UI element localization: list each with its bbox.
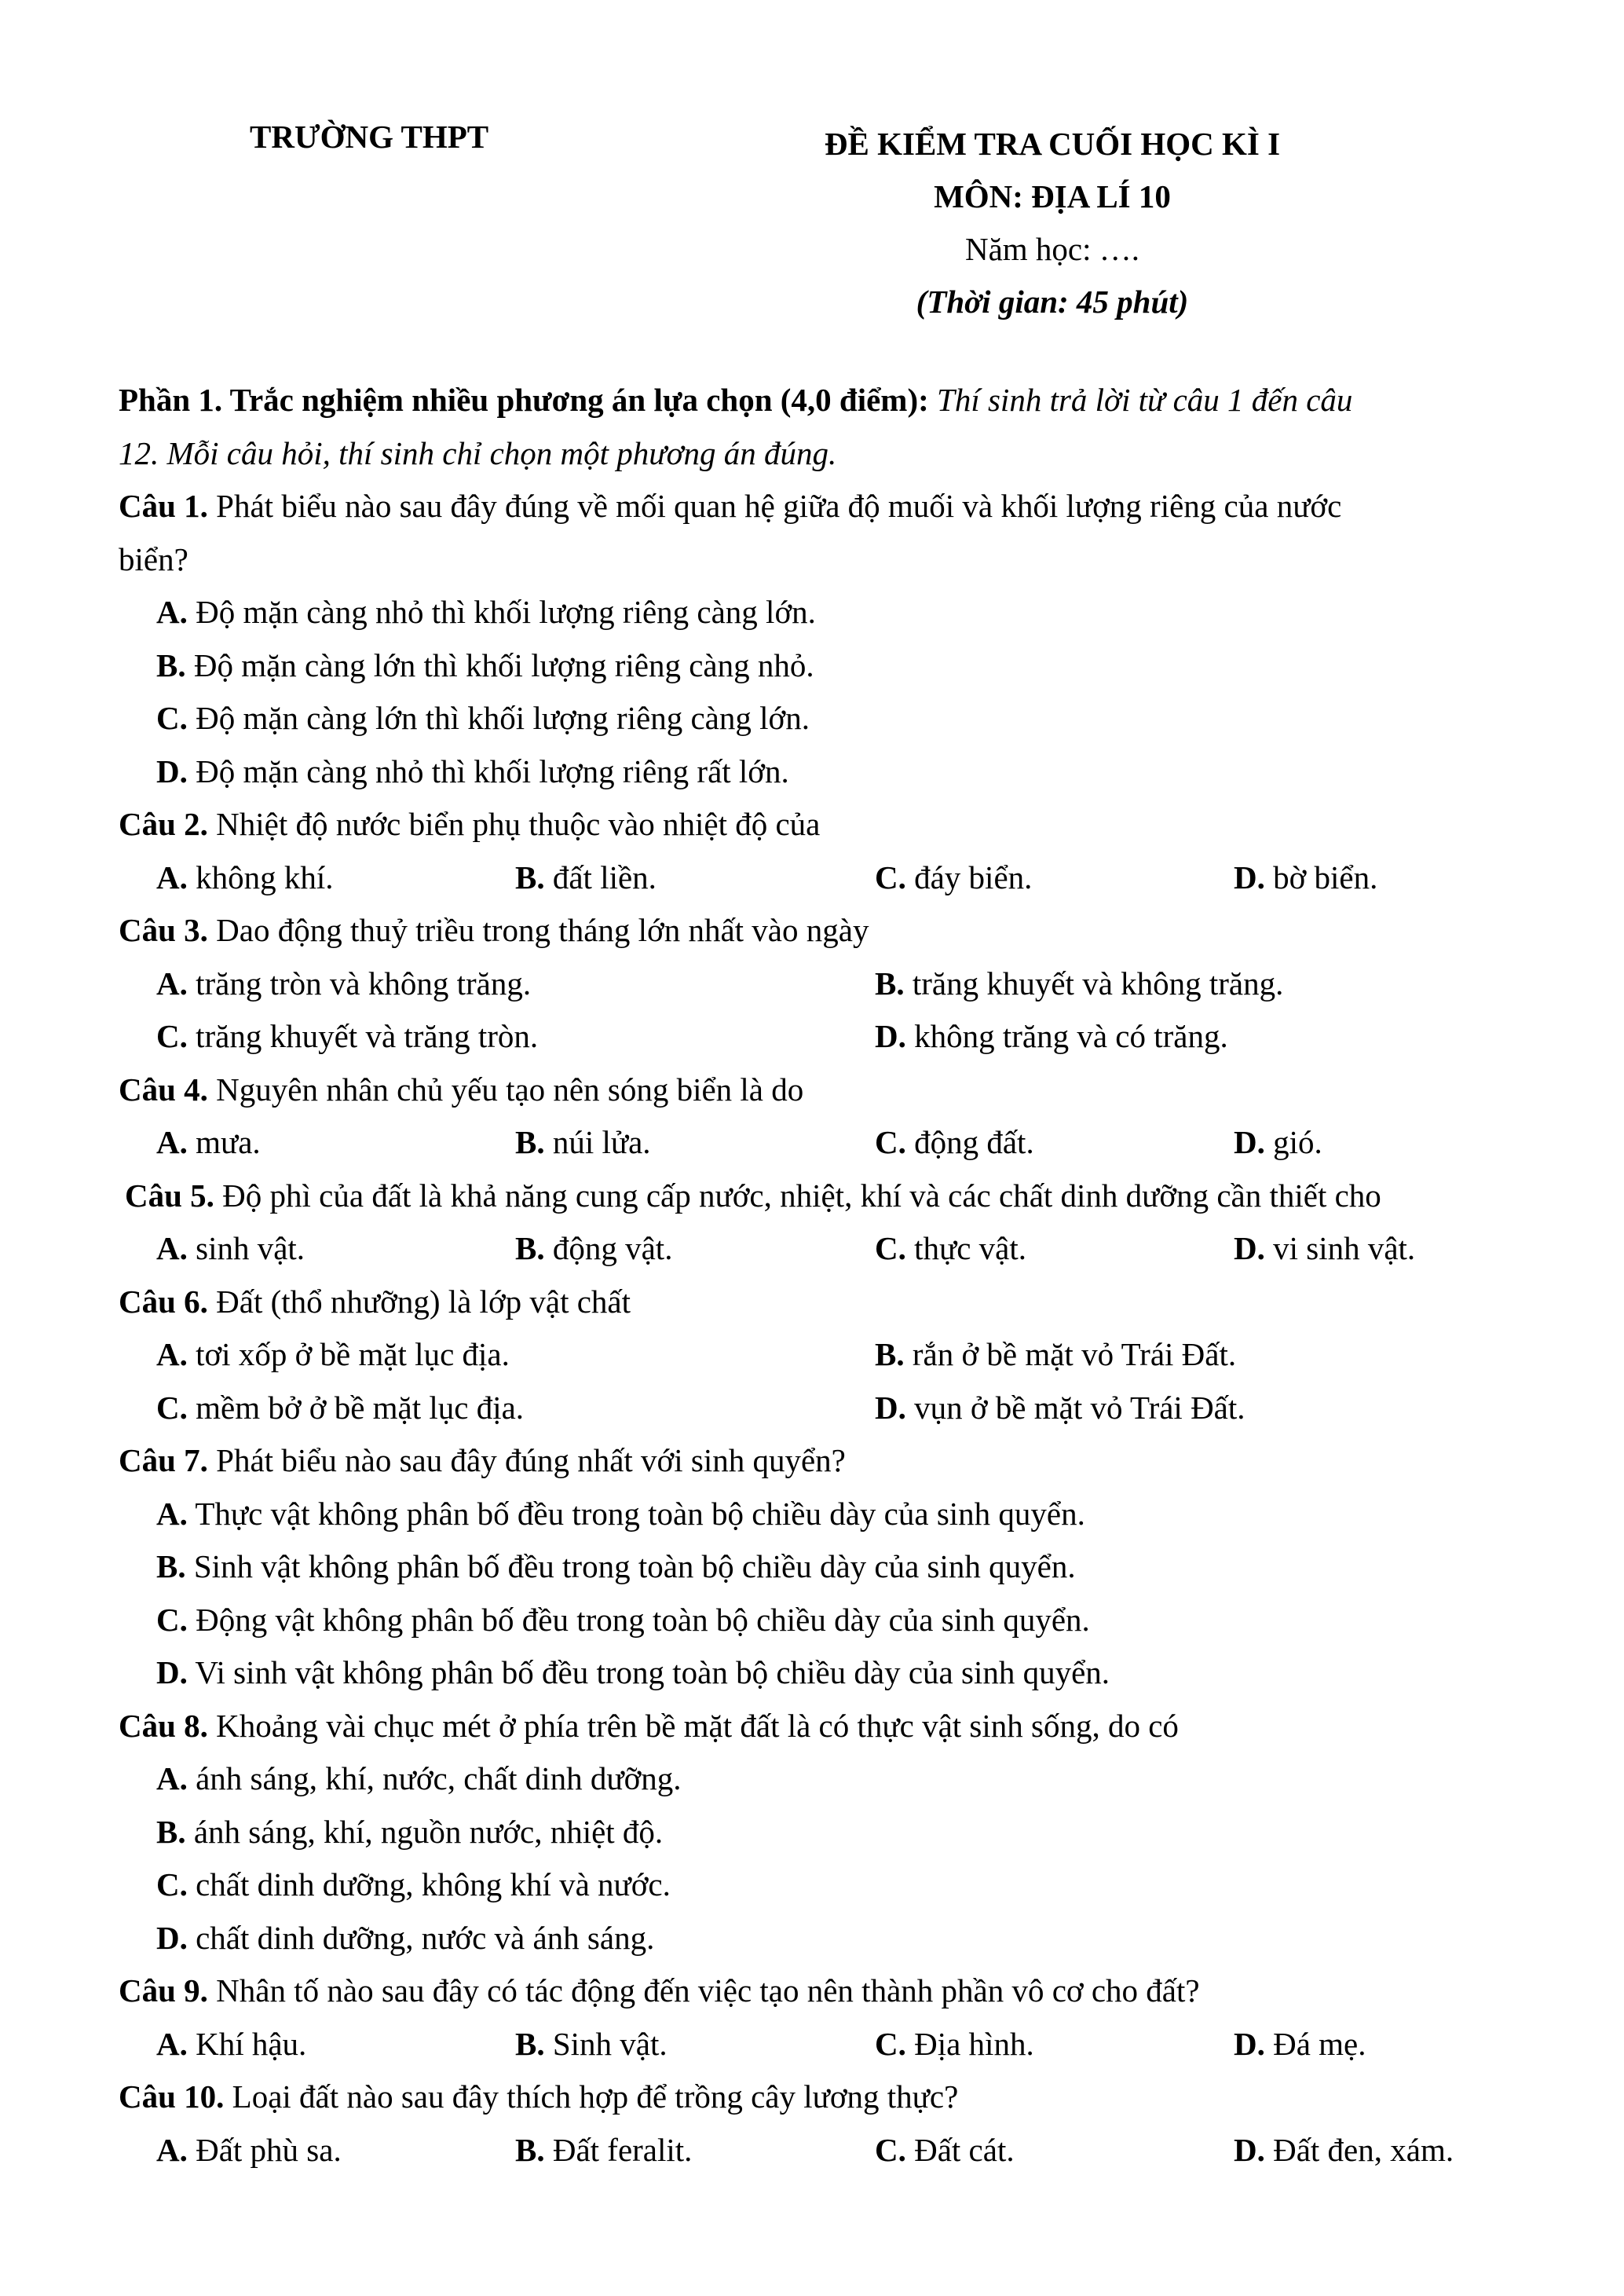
q6-options-row2 (119, 1382, 1516, 1435)
q5-option-d: D. vi sinh vật. (1234, 1230, 1416, 1266)
question-4: Câu 4. Nguyên nhân chủ yếu tạo nên sóng biển là do (119, 1071, 804, 1108)
q3-option-d: D. không trăng và có trăng. (875, 1018, 1228, 1054)
q7-option-b: B. Sinh vật không phân bố đều trong toàn bộ chiều dày của sinh quyển. (156, 1548, 1076, 1584)
question-1-cont: biển? (119, 540, 188, 577)
question-5: Câu 5. Độ phì của đất là khả năng cung cấp nước, nhiệt, khí và các chất dinh dưỡng cần thiết cho (125, 1177, 1381, 1214)
q10-options (119, 2124, 1516, 2177)
q3-option-b: B. trăng khuyết và không trăng. (875, 965, 1284, 1002)
q5-options (119, 1222, 1516, 1276)
q3-options-row2 (119, 1010, 1516, 1064)
q9-option-b: B. Sinh vật. (515, 2025, 668, 2062)
q9-option-d: D. Đá mẹ. (1234, 2025, 1366, 2062)
question-3: Câu 3. Dao động thuỷ triều trong tháng lớn nhất vào ngày (119, 912, 869, 948)
exam-title: ĐỀ KIỂM TRA CUỐI HỌC KÌ I (824, 126, 1281, 162)
q6-option-c: C. mềm bở ở bề mặt lục địa. (156, 1389, 525, 1426)
q8-option-c: C. chất dinh dưỡng, không khí và nước. (156, 1866, 671, 1902)
q2-options (119, 851, 1516, 905)
q8-option-b: B. ánh sáng, khí, nguồn nước, nhiệt độ. (156, 1813, 664, 1850)
q4-options (119, 1116, 1516, 1170)
q7-option-d: D. Vi sinh vật không phân bố đều trong toàn bộ chiều dày của sinh quyển. (156, 1654, 1110, 1690)
question-9: Câu 9. Nhân tố nào sau đây có tác động đến việc tạo nên thành phần vô cơ cho đất? (119, 1972, 1200, 2009)
subject: MÔN: ĐỊA LÍ 10 (934, 178, 1171, 214)
question-10: Câu 10. Loại đất nào sau đây thích hợp để trồng cây lương thực? (119, 2078, 959, 2115)
q1-option-d: D. Độ mặn càng nhỏ thì khối lượng riêng rất lớn. (156, 753, 789, 789)
q8-option-d: D. chất dinh dưỡng, nước và ánh sáng. (156, 1919, 655, 1956)
exam-content (119, 374, 1516, 2177)
q2-option-a: A. không khí. (156, 859, 334, 895)
q6-option-d: D. vụn ở bề mặt vỏ Trái Đất. (875, 1389, 1245, 1426)
q5-option-c: C. thực vật. (875, 1230, 1027, 1266)
q10-option-c: C. Đất cát. (875, 2131, 1015, 2168)
q5-option-a: A. sinh vật. (156, 1230, 305, 1266)
q10-option-d: D. Đất đen, xám. (1234, 2131, 1454, 2168)
q1-option-c: C. Độ mặn càng lớn thì khối lượng riêng càng lớn. (156, 700, 810, 736)
q2-option-c: C. đáy biển. (875, 859, 1033, 895)
q1-option-b: B. Độ mặn càng lớn thì khối lượng riêng càng nhỏ. (156, 646, 814, 683)
q4-option-b: B. núi lửa. (515, 1124, 651, 1160)
q8-option-a: A. ánh sáng, khí, nước, chất dinh dưỡng. (156, 1760, 682, 1796)
q6-option-a: A. tơi xốp ở bề mặt lục địa. (156, 1336, 510, 1372)
school-name: TRƯỜNG THPT (250, 119, 489, 155)
question-1: Câu 1. Phát biểu nào sau đây đúng về mối quan hệ giữa độ muối và khối lượng riêng của nước (119, 488, 1342, 524)
q5-option-b: B. động vật. (515, 1230, 673, 1266)
part1-instruction: 12. Mỗi câu hỏi, thí sinh chỉ chọn một phương án đúng. (119, 434, 837, 471)
q3-option-c: C. trăng khuyết và trăng tròn. (156, 1018, 539, 1054)
q4-option-a: A. mưa. (156, 1124, 261, 1160)
q2-option-d: D. bờ biển. (1234, 859, 1378, 895)
q9-option-c: C. Địa hình. (875, 2025, 1034, 2062)
exam-time: (Thời gian: 45 phút) (916, 284, 1189, 320)
q3-option-a: A. trăng tròn và không trăng. (156, 965, 532, 1002)
q3-options-row1 (119, 958, 1516, 1011)
question-8: Câu 8. Khoảng vài chục mét ở phía trên bề mặt đất là có thực vật sinh sống, do có (119, 1707, 1179, 1744)
question-2: Câu 2. Nhiệt độ nước biển phụ thuộc vào nhiệt độ của (119, 806, 821, 842)
q4-option-c: C. động đất. (875, 1124, 1034, 1160)
part1-heading: Phần 1. Trắc nghiệm nhiều phương án lựa chọn (4,0 điểm): Thí sinh trả lời từ câu 1 đến câu (119, 382, 1353, 418)
question-7: Câu 7. Phát biểu nào sau đây đúng nhất với sinh quyển? (119, 1442, 846, 1478)
school-year: Năm học: …. (964, 231, 1140, 267)
q7-option-c: C. Động vật không phân bố đều trong toàn bộ chiều dày của sinh quyển. (156, 1601, 1090, 1638)
q6-option-b: B. rắn ở bề mặt vỏ Trái Đất. (875, 1336, 1237, 1372)
q9-options (119, 2018, 1516, 2071)
q10-option-a: A. Đất phù sa. (156, 2131, 342, 2168)
q2-option-b: B. đất liền. (515, 859, 657, 895)
q9-option-a: A. Khí hậu. (156, 2025, 307, 2062)
q10-option-b: B. Đất feralit. (515, 2131, 693, 2168)
q7-option-a: A. Thực vật không phân bố đều trong toàn bộ chiều dày của sinh quyển. (156, 1495, 1085, 1532)
exam-header (817, 118, 1288, 328)
q6-options-row1 (119, 1328, 1516, 1382)
q4-option-d: D. gió. (1234, 1124, 1322, 1160)
question-6: Câu 6. Đất (thổ nhưỡng) là lớp vật chất (119, 1283, 631, 1320)
q1-option-a: A. Độ mặn càng nhỏ thì khối lượng riêng càng lớn. (156, 594, 816, 630)
